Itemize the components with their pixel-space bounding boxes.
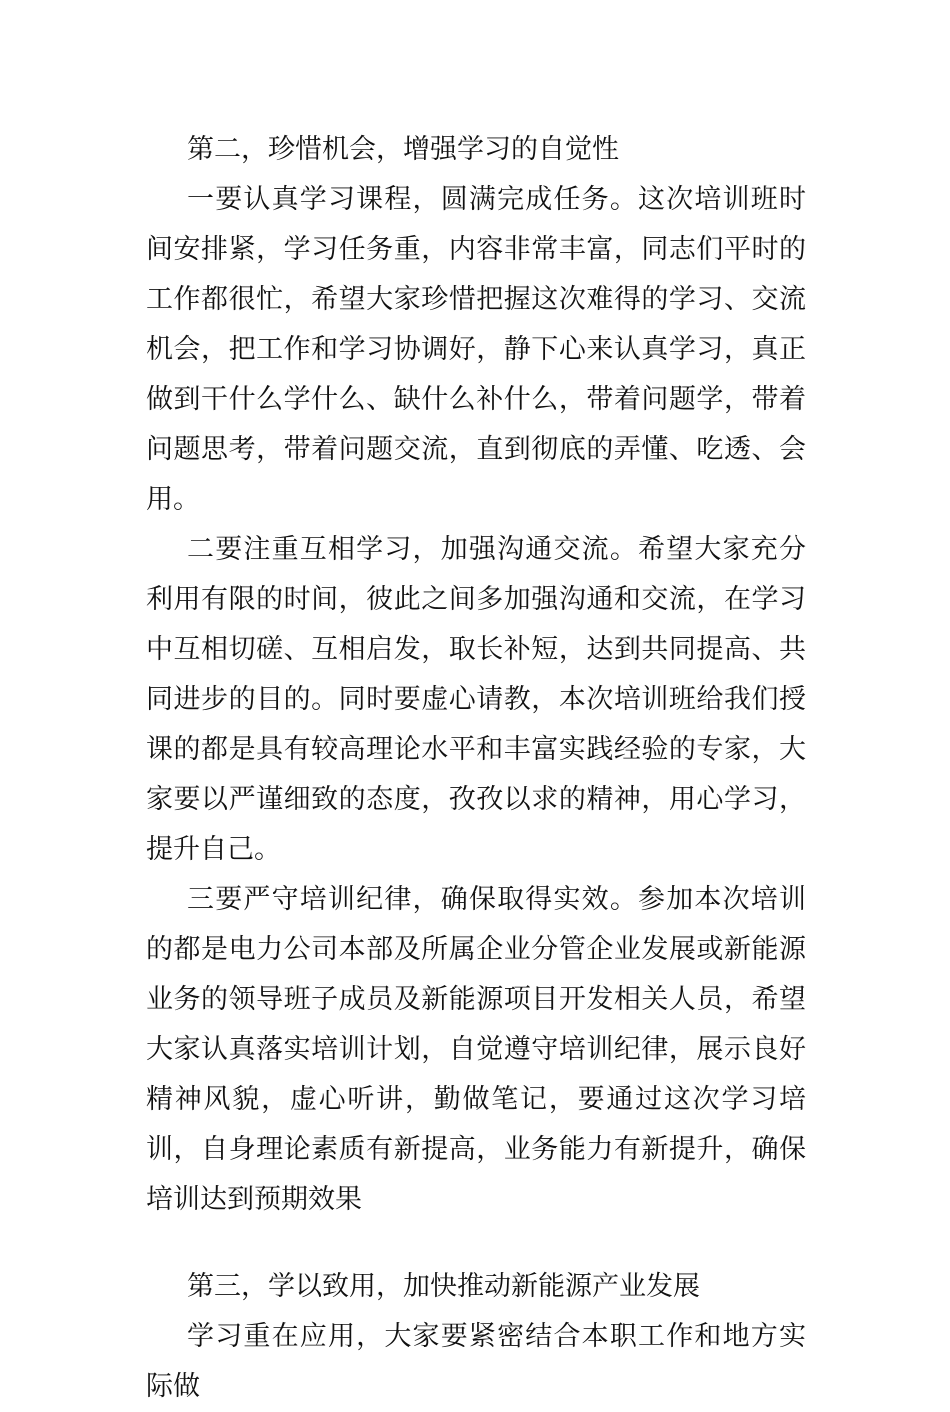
paragraph-mutual-learning: 二要注重互相学习，加强沟通交流。希望大家充分利用有限的时间，彼此之间多加强沟通和交流，在学习中互相切磋、互相启发，取长补短，达到共同提高、共同进步的目的。同时要虚心请教，本次培训班给我们授课的都是具有较高理论水平和丰富实践经验的专家，大家要以严谨细致的态度，孜孜以求的精神，用心学习，提升自己。: [146, 534, 806, 865]
paragraph-training-discipline: 三要严守培训纪律，确保取得实效。参加本次培训的都是电力公司本部及所属企业分管企业发展或新能源业务的领导班子成员及新能源项目开发相关人员，希望大家认真落实培训计划，自觉遵守培训纪律，展示良好精神风貌，虚心听讲，勤做笔记，要通过这次学习培训，自身理论素质有新提高，业务能力有新提升，确保培训达到预期效果: [146, 884, 806, 1215]
section-heading-third: 第三，学以致用，加快推动新能源产业发展: [187, 1271, 700, 1302]
paragraph-apply-learning: 学习重在应用，大家要紧密结合本职工作和地方实际做: [146, 1321, 806, 1402]
section-heading-second: 第二，珍惜机会，增强学习的自觉性: [187, 134, 619, 165]
paragraph-study-courses: 一要认真学习课程，圆满完成任务。这次培训班时间安排紧，学习任务重，内容非常丰富，同志们平时的工作都很忙，希望大家珍惜把握这次难得的学习、交流机会，把工作和学习协调好，静下心来认真学习，真正做到干什么学什么、缺什么补什么，带着问题学，带着问题思考，带着问题交流，直到彻底的弄懂、吃透、会用。: [146, 184, 806, 515]
section-gap: [146, 1225, 806, 1262]
document-body: [146, 125, 806, 1412]
